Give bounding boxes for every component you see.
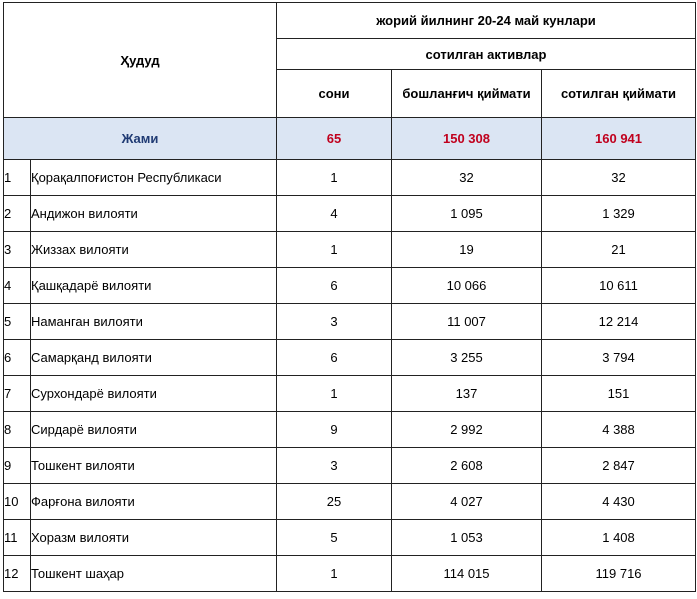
- header-region: Ҳудуд: [4, 3, 277, 118]
- row-region: Жиззах вилояти: [31, 232, 277, 268]
- total-initial-value: 150 308: [392, 118, 542, 160]
- row-initial-value: 11 007: [392, 304, 542, 340]
- row-count: 9: [277, 412, 392, 448]
- table-row: [4, 304, 696, 340]
- row-region: Наманган вилояти: [31, 304, 277, 340]
- row-number: 6: [4, 340, 31, 376]
- row-sold-value: 32: [542, 160, 696, 196]
- table-row: [4, 268, 696, 304]
- row-initial-value: 2 992: [392, 412, 542, 448]
- row-region: Сурхондарё вилояти: [31, 376, 277, 412]
- row-number: 10: [4, 484, 31, 520]
- row-number: 5: [4, 304, 31, 340]
- table-row: [4, 340, 696, 376]
- row-count: 3: [277, 304, 392, 340]
- row-count: 1: [277, 376, 392, 412]
- row-count: 25: [277, 484, 392, 520]
- row-sold-value: 21: [542, 232, 696, 268]
- row-initial-value: 1 053: [392, 520, 542, 556]
- row-sold-value: 151: [542, 376, 696, 412]
- row-number: 7: [4, 376, 31, 412]
- row-count: 3: [277, 448, 392, 484]
- row-sold-value: 119 716: [542, 556, 696, 592]
- header-period: жорий йилнинг 20-24 май кунлари: [277, 3, 696, 39]
- header-sold-value: сотилган қиймати: [542, 70, 696, 118]
- row-sold-value: 10 611: [542, 268, 696, 304]
- row-initial-value: 137: [392, 376, 542, 412]
- row-region: Фарғона вилояти: [31, 484, 277, 520]
- row-region: Сирдарё вилояти: [31, 412, 277, 448]
- row-region: Қорақалпоғистон Республикаси: [31, 160, 277, 196]
- row-initial-value: 19: [392, 232, 542, 268]
- row-count: 1: [277, 160, 392, 196]
- sales-table: [3, 2, 696, 592]
- table-row: [4, 484, 696, 520]
- row-number: 8: [4, 412, 31, 448]
- row-initial-value: 10 066: [392, 268, 542, 304]
- row-count: 5: [277, 520, 392, 556]
- row-count: 1: [277, 232, 392, 268]
- row-sold-value: 1 408: [542, 520, 696, 556]
- row-initial-value: 114 015: [392, 556, 542, 592]
- row-sold-value: 4 388: [542, 412, 696, 448]
- total-count: 65: [277, 118, 392, 160]
- table-row: [4, 232, 696, 268]
- table-row: [4, 448, 696, 484]
- table-row: [4, 196, 696, 232]
- row-count: 4: [277, 196, 392, 232]
- row-number: 1: [4, 160, 31, 196]
- row-sold-value: 4 430: [542, 484, 696, 520]
- header-row-period: [4, 3, 696, 39]
- row-number: 4: [4, 268, 31, 304]
- row-region: Самарқанд вилояти: [31, 340, 277, 376]
- table-row: [4, 556, 696, 592]
- row-initial-value: 1 095: [392, 196, 542, 232]
- header-initial-value: бошланғич қиймати: [392, 70, 542, 118]
- row-initial-value: 32: [392, 160, 542, 196]
- row-sold-value: 12 214: [542, 304, 696, 340]
- row-count: 1: [277, 556, 392, 592]
- row-region: Тошкент шаҳар: [31, 556, 277, 592]
- row-region: Андижон вилояти: [31, 196, 277, 232]
- header-sold-assets: сотилган активлар: [277, 39, 696, 70]
- header-count: сони: [277, 70, 392, 118]
- row-sold-value: 2 847: [542, 448, 696, 484]
- row-count: 6: [277, 268, 392, 304]
- row-initial-value: 2 608: [392, 448, 542, 484]
- table-row: [4, 160, 696, 196]
- table-row: [4, 520, 696, 556]
- row-sold-value: 1 329: [542, 196, 696, 232]
- total-sold-value: 160 941: [542, 118, 696, 160]
- row-count: 6: [277, 340, 392, 376]
- total-row: [4, 118, 696, 160]
- total-label: Жами: [4, 118, 277, 160]
- row-initial-value: 3 255: [392, 340, 542, 376]
- row-number: 11: [4, 520, 31, 556]
- table-row: [4, 376, 696, 412]
- row-number: 2: [4, 196, 31, 232]
- table-row: [4, 412, 696, 448]
- row-region: Тошкент вилояти: [31, 448, 277, 484]
- row-number: 3: [4, 232, 31, 268]
- row-region: Қашқадарё вилояти: [31, 268, 277, 304]
- row-number: 9: [4, 448, 31, 484]
- row-number: 12: [4, 556, 31, 592]
- row-region: Хоразм вилояти: [31, 520, 277, 556]
- row-initial-value: 4 027: [392, 484, 542, 520]
- row-sold-value: 3 794: [542, 340, 696, 376]
